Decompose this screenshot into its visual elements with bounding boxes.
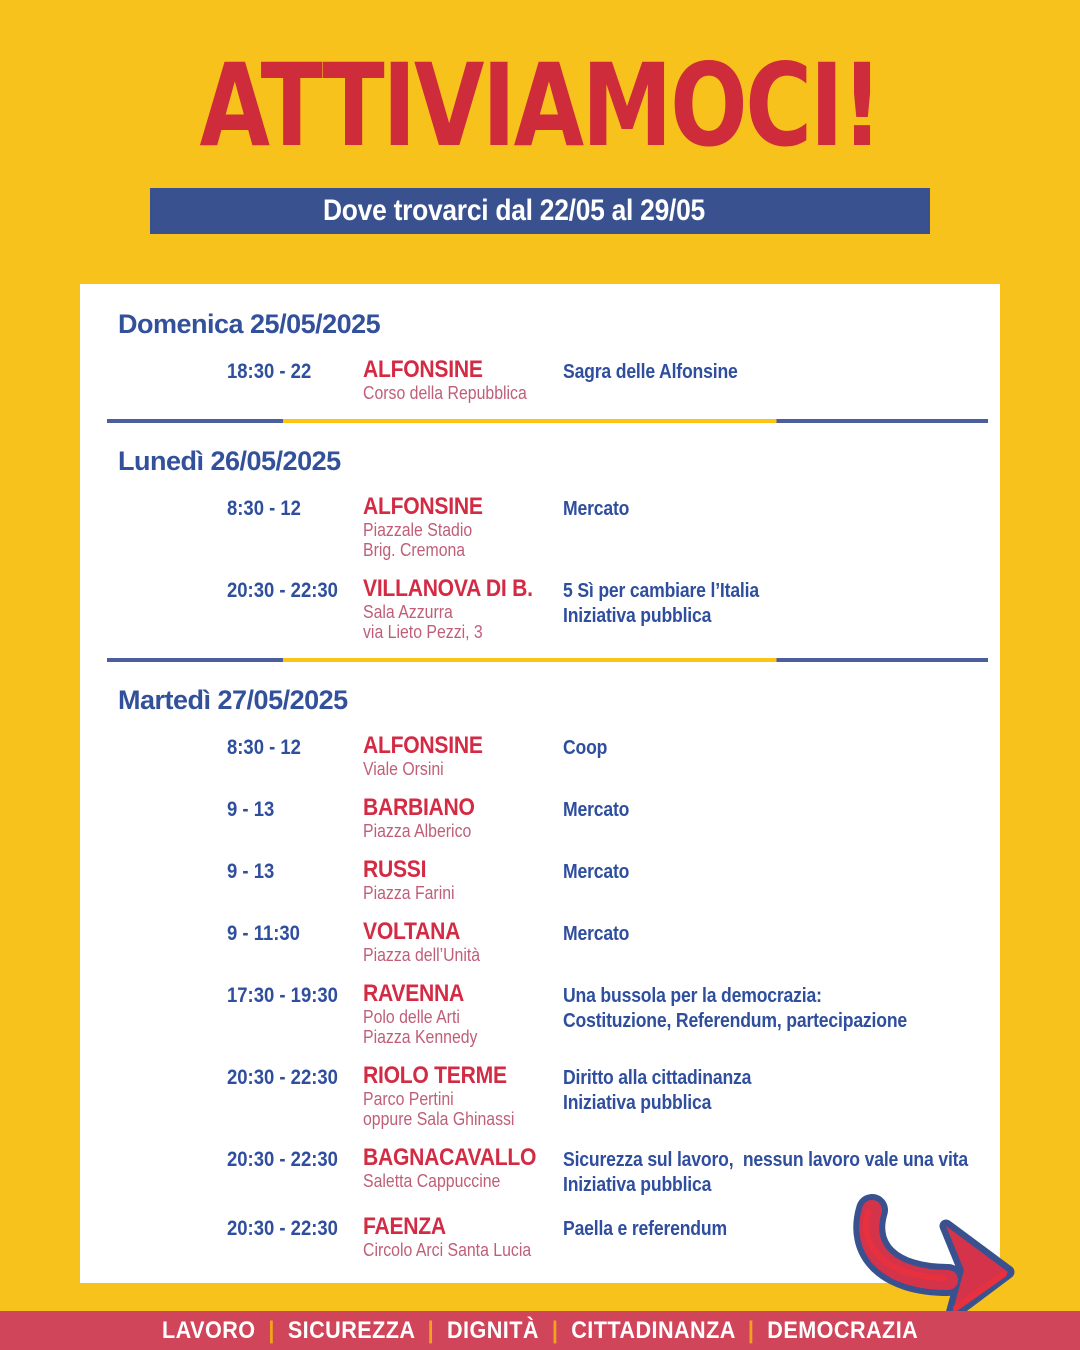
event-place-cell (363, 1214, 563, 1260)
event-description-cell (563, 494, 1000, 522)
event-address-line: Piazza dell’Unità (363, 945, 481, 965)
event-description-line: Mercato (563, 923, 630, 945)
event-place-cell (363, 795, 563, 841)
event-place: VOLTANA (363, 918, 461, 945)
event-place: FAENZA (363, 1213, 446, 1240)
event-address-line: Circolo Arci Santa Lucia (363, 1240, 532, 1260)
event-time-cell (227, 733, 363, 759)
footer-item: CITTADINANZA (571, 1316, 735, 1344)
event-description-line: Iniziativa pubblica (563, 1174, 712, 1196)
footer-item: SICUREZZA (287, 1316, 415, 1344)
event-address-line: oppure Sala Ghinassi (363, 1109, 515, 1129)
footer-bar (0, 1311, 1080, 1350)
event-time-cell (227, 1063, 363, 1089)
event-place-cell (363, 1145, 563, 1191)
event-place-cell (363, 981, 563, 1047)
event-description-line: Mercato (563, 498, 630, 520)
footer-separator: | (734, 1316, 768, 1344)
footer-item: LAVORO (161, 1316, 256, 1344)
event-description-line: Coop (563, 737, 608, 759)
event-place: ALFONSINE (363, 356, 483, 383)
event-description-line: Iniziativa pubblica (563, 605, 712, 627)
event-time-cell (227, 919, 363, 945)
event-time: 20:30 - 22:30 (227, 1066, 338, 1089)
event-place-cell (363, 494, 563, 560)
event-time-cell (227, 981, 363, 1007)
event-description-cell (563, 1063, 1000, 1116)
event-address-line: Sala Azzurra (363, 602, 453, 622)
event-place-cell (363, 357, 563, 403)
event-time: 20:30 - 22:30 (227, 579, 338, 602)
event-description-cell (563, 981, 1000, 1034)
event-place: BAGNACAVALLO (363, 1144, 537, 1171)
event-place: BARBIANO (363, 794, 475, 821)
event-row (227, 1063, 1000, 1129)
event-description-line: Iniziativa pubblica (563, 1092, 712, 1114)
event-address-line: Viale Orsini (363, 759, 444, 779)
footer-item: DEMOCRAZIA (767, 1316, 919, 1344)
footer-separator: | (414, 1316, 447, 1344)
event-time: 8:30 - 12 (227, 497, 301, 520)
section-divider (107, 658, 988, 662)
footer-content (162, 1317, 918, 1345)
event-time: 20:30 - 22:30 (227, 1148, 338, 1171)
footer-separator: | (255, 1316, 288, 1344)
event-description-line: Mercato (563, 861, 630, 883)
event-time-cell (227, 494, 363, 520)
event-address-line: Piazza Farini (363, 883, 455, 903)
section-divider (107, 419, 988, 423)
event-place-cell (363, 1063, 563, 1129)
event-time-cell (227, 1145, 363, 1171)
event-row (227, 795, 1000, 841)
event-place-cell (363, 919, 563, 965)
event-time: 18:30 - 22 (227, 360, 312, 383)
section-heading: Domenica 25/05/2025 (118, 309, 381, 339)
event-description-cell (563, 857, 1000, 885)
event-row (227, 857, 1000, 903)
event-time: 9 - 13 (227, 798, 275, 821)
event-time: 9 - 11:30 (227, 922, 300, 945)
event-row (227, 981, 1000, 1047)
event-description-cell (563, 357, 1000, 385)
event-place: RAVENNA (363, 980, 465, 1007)
event-address-line: via Lieto Pezzi, 3 (363, 622, 483, 642)
footer-item: DIGNITÀ (446, 1316, 539, 1344)
event-place-cell (363, 857, 563, 903)
event-description-cell (563, 733, 1000, 761)
subtitle-text: Dove trovarci dal 22/05 al 29/05 (323, 194, 705, 227)
event-address-line: Piazza Kennedy (363, 1027, 478, 1047)
curved-arrow-down-right-icon (848, 1196, 1018, 1321)
event-place-cell (363, 576, 563, 642)
event-time: 9 - 13 (227, 860, 275, 883)
event-time-cell (227, 357, 363, 383)
event-time: 20:30 - 22:30 (227, 1217, 338, 1240)
event-place-cell (363, 733, 563, 779)
event-description-cell (563, 919, 1000, 947)
event-row (227, 1145, 1000, 1198)
event-description-line: Una bussola per la democrazia: (563, 985, 822, 1007)
event-address-line: Saletta Cappuccine (363, 1171, 501, 1191)
event-row (227, 919, 1000, 965)
event-description-line: Sagra delle Alfonsine (563, 361, 738, 383)
event-description-line: 5 Sì per cambiare l’Italia (563, 580, 759, 602)
event-address-line: Piazzale Stadio (363, 520, 473, 540)
event-address-line: Corso della Repubblica (363, 383, 527, 403)
event-time: 17:30 - 19:30 (227, 984, 338, 1007)
event-address-line: Brig. Cremona (363, 540, 466, 560)
event-address-line: Parco Pertini (363, 1089, 454, 1109)
section-heading: Lunedì 26/05/2025 (118, 446, 341, 476)
event-description-cell (563, 576, 1000, 629)
event-row (227, 494, 1000, 560)
event-row (227, 576, 1000, 642)
schedule-card (80, 284, 1000, 1283)
event-place: ALFONSINE (363, 732, 483, 759)
event-description-cell (563, 1145, 1000, 1198)
event-address-line: Piazza Alberico (363, 821, 472, 841)
event-row (227, 357, 1000, 403)
event-address-line: Polo delle Arti (363, 1007, 460, 1027)
page-title: ATTIVIAMOCI! (199, 39, 881, 172)
subtitle-banner (150, 188, 930, 234)
event-place: ALFONSINE (363, 493, 483, 520)
event-time-cell (227, 857, 363, 883)
event-place: VILLANOVA DI B. (363, 575, 533, 602)
footer-separator: | (538, 1316, 572, 1344)
event-description-line: Paella e referendum (563, 1218, 727, 1240)
event-time-cell (227, 1214, 363, 1240)
event-description-cell (563, 795, 1000, 823)
section-heading: Martedì 27/05/2025 (118, 685, 348, 715)
event-time-cell (227, 795, 363, 821)
event-description-line: Sicurezza sul lavoro, nessun lavoro vale una vita (563, 1149, 968, 1171)
event-description-line: Diritto alla cittadinanza (563, 1067, 752, 1089)
event-description-line: Costituzione, Referendum, partecipazione (563, 1010, 908, 1032)
event-time: 8:30 - 12 (227, 736, 301, 759)
event-place: RIOLO TERME (363, 1062, 507, 1089)
event-row (227, 733, 1000, 779)
event-time-cell (227, 576, 363, 602)
event-description-line: Mercato (563, 799, 630, 821)
event-place: RUSSI (363, 856, 427, 883)
